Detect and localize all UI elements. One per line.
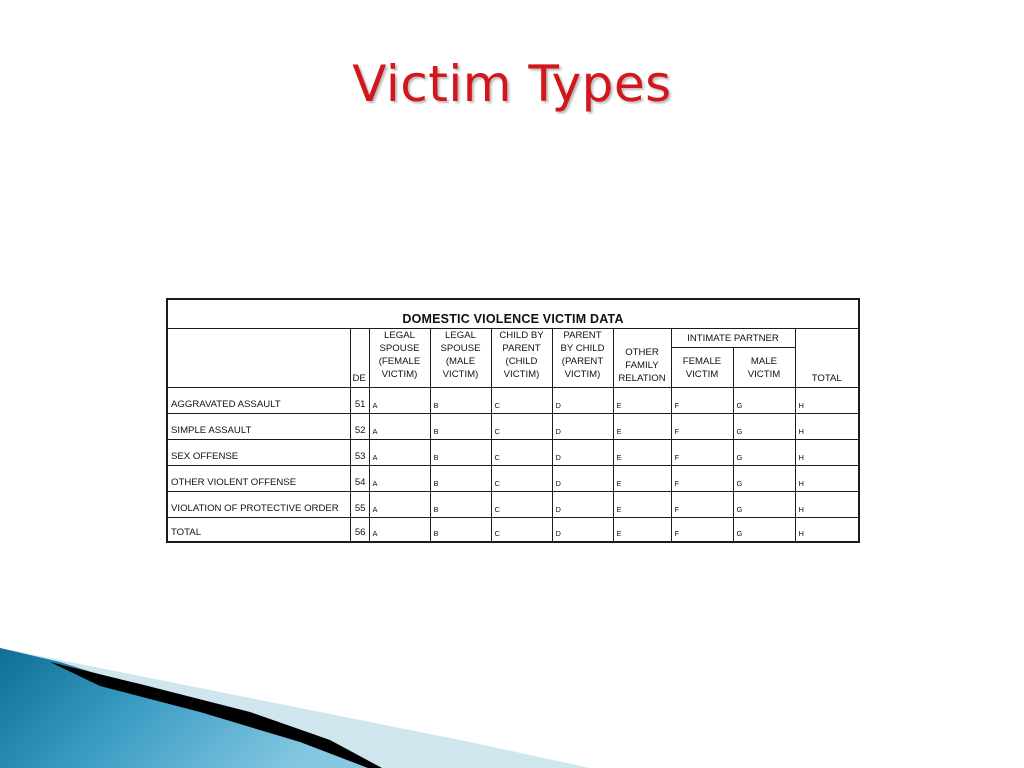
code-cell: D	[552, 414, 613, 440]
code-cell: B	[430, 440, 491, 466]
code-cell: B	[430, 414, 491, 440]
code-cell: F	[671, 388, 733, 414]
row-de: 55	[350, 492, 369, 518]
code-cell: A	[369, 440, 430, 466]
code-cell: E	[613, 440, 671, 466]
code-cell: D	[552, 492, 613, 518]
row-de: 51	[350, 388, 369, 414]
row-label: SIMPLE ASSAULT	[167, 414, 350, 440]
table-row	[167, 492, 859, 518]
header-parent-by-child: PARENT BY CHILD (PARENT VICTIM)	[552, 329, 613, 388]
code-cell: C	[491, 518, 552, 542]
table-row	[167, 414, 859, 440]
header-spouse-female: LEGAL SPOUSE (FEMALE VICTIM)	[369, 329, 430, 388]
code-cell: G	[733, 492, 795, 518]
row-label-header	[167, 329, 350, 388]
domestic-violence-table	[166, 298, 860, 543]
code-cell: G	[733, 414, 795, 440]
code-cell: F	[671, 518, 733, 542]
code-cell: F	[671, 492, 733, 518]
code-cell: H	[795, 466, 859, 492]
header-female-victim: FEMALE VICTIM	[671, 348, 733, 388]
table-row	[167, 388, 859, 414]
code-cell: A	[369, 466, 430, 492]
de-header: DE	[350, 329, 369, 388]
code-cell: A	[369, 518, 430, 542]
code-cell: D	[552, 466, 613, 492]
row-label: SEX OFFENSE	[167, 440, 350, 466]
code-cell: A	[369, 414, 430, 440]
code-cell: E	[613, 388, 671, 414]
code-cell: H	[795, 440, 859, 466]
code-cell: C	[491, 414, 552, 440]
code-cell: G	[733, 466, 795, 492]
row-de: 54	[350, 466, 369, 492]
header-spouse-male: LEGAL SPOUSE (MALE VICTIM)	[430, 329, 491, 388]
code-cell: H	[795, 414, 859, 440]
code-cell: A	[369, 492, 430, 518]
row-de: 53	[350, 440, 369, 466]
code-cell: D	[552, 440, 613, 466]
code-cell: E	[613, 414, 671, 440]
code-cell: H	[795, 518, 859, 542]
code-cell: F	[671, 466, 733, 492]
header-child-by-parent: CHILD BY PARENT (CHILD VICTIM)	[491, 329, 552, 388]
row-label: TOTAL	[167, 518, 350, 542]
header-total: TOTAL	[795, 329, 859, 388]
code-cell: G	[733, 440, 795, 466]
slide-title: Victim Types	[352, 55, 672, 113]
code-cell: G	[733, 388, 795, 414]
code-cell: B	[430, 466, 491, 492]
row-de: 52	[350, 414, 369, 440]
header-other-family: OTHER FAMILY RELATION	[613, 329, 671, 388]
code-cell: C	[491, 492, 552, 518]
header-intimate-partner: INTIMATE PARTNER	[671, 329, 795, 348]
code-cell: F	[671, 440, 733, 466]
code-cell: E	[613, 466, 671, 492]
code-cell: C	[491, 388, 552, 414]
code-cell: B	[430, 388, 491, 414]
table-row	[167, 466, 859, 492]
code-cell: B	[430, 492, 491, 518]
code-cell: F	[671, 414, 733, 440]
code-cell: E	[613, 518, 671, 542]
header-male-victim: MALE VICTIM	[733, 348, 795, 388]
code-cell: H	[795, 492, 859, 518]
code-cell: C	[491, 440, 552, 466]
code-cell: A	[369, 388, 430, 414]
row-label: AGGRAVATED ASSAULT	[167, 388, 350, 414]
row-label: VIOLATION OF PROTECTIVE ORDER	[167, 492, 350, 518]
code-cell: C	[491, 466, 552, 492]
table-row	[167, 440, 859, 466]
code-cell: B	[430, 518, 491, 542]
row-label: OTHER VIOLENT OFFENSE	[167, 466, 350, 492]
table-row-total	[167, 518, 859, 542]
row-de: 56	[350, 518, 369, 542]
code-cell: H	[795, 388, 859, 414]
code-cell: D	[552, 518, 613, 542]
code-cell: G	[733, 518, 795, 542]
code-cell: E	[613, 492, 671, 518]
code-cell: D	[552, 388, 613, 414]
table-banner: DOMESTIC VIOLENCE VICTIM DATA	[167, 299, 859, 329]
